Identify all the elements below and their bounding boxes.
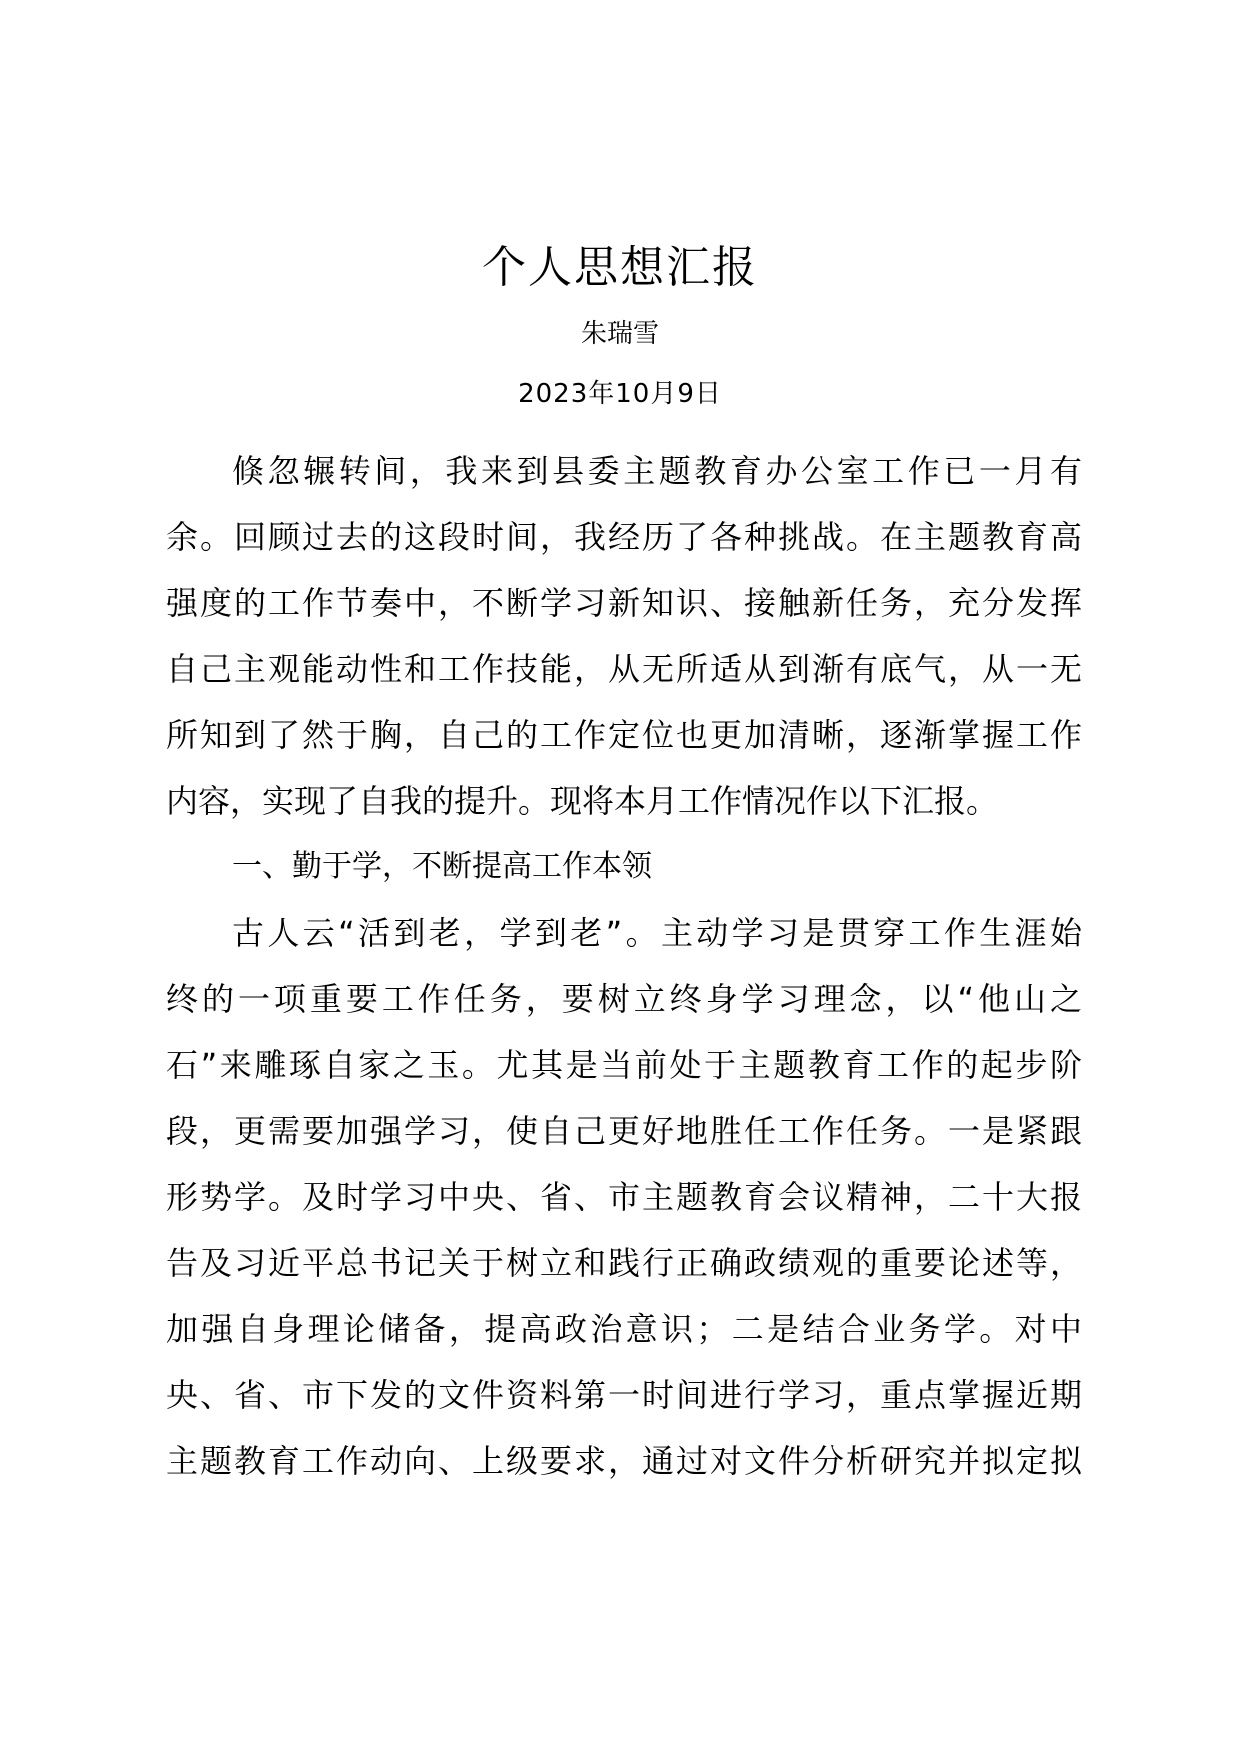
paragraph-line: 形势学。及时学习中央、省、市主题教育会议精神，二十大报 [166, 1178, 1082, 1216]
paragraph-line: 余。回顾过去的这段时间，我经历了各种挑战。在主题教育高 [166, 518, 1082, 556]
paragraph-line: 倏忽辗转间，我来到县委主题教育办公室工作已一月有 [232, 452, 1082, 490]
paragraph-line: 央、省、市下发的文件资料第一时间进行学习，重点掌握近期 [166, 1376, 1082, 1414]
paragraph-line: 所知到了然于胸，自己的工作定位也更加清晰，逐渐掌握工作 [166, 716, 1082, 754]
document-author: 朱瑞雪 [580, 319, 659, 349]
paragraph-line: 强度的工作节奏中，不断学习新知识、接触新任务，充分发挥 [166, 584, 1082, 622]
document-date: 2023年10月9日 [518, 379, 722, 409]
paragraph-line: 自己主观能动性和工作技能，从无所适从到渐有底气，从一无 [166, 650, 1082, 688]
paragraph-line: 加强自身理论储备，提高政治意识；二是结合业务学。对中 [166, 1310, 1082, 1348]
document-title: 个人思想汇报 [482, 242, 758, 293]
paragraph-line: 内容，实现了自我的提升。现将本月工作情况作以下汇报。 [166, 782, 999, 820]
paragraph-line: 段，更需要加强学习，使自己更好地胜任工作任务。一是紧跟 [166, 1112, 1082, 1150]
paragraph-line: 石”来雕琢自家之玉。尤其是当前处于主题教育工作的起步阶 [166, 1046, 1082, 1084]
paragraph-line: 告及习近平总书记关于树立和践行正确政绩观的重要论述等， [166, 1244, 1082, 1282]
paragraph-line: 终的一项重要工作任务，要树立终身学习理念，以“他山之 [166, 980, 1082, 1018]
paragraph-1 [166, 438, 1082, 1494]
paragraph-line: 主题教育工作动向、上级要求，通过对文件分析研究并拟定拟 [166, 1442, 1082, 1480]
paragraph-line: 古人云“活到老，学到老”。主动学习是贯穿工作生涯始 [232, 914, 1082, 952]
section-heading: 一、勤于学，不断提高工作本领 [232, 849, 652, 884]
